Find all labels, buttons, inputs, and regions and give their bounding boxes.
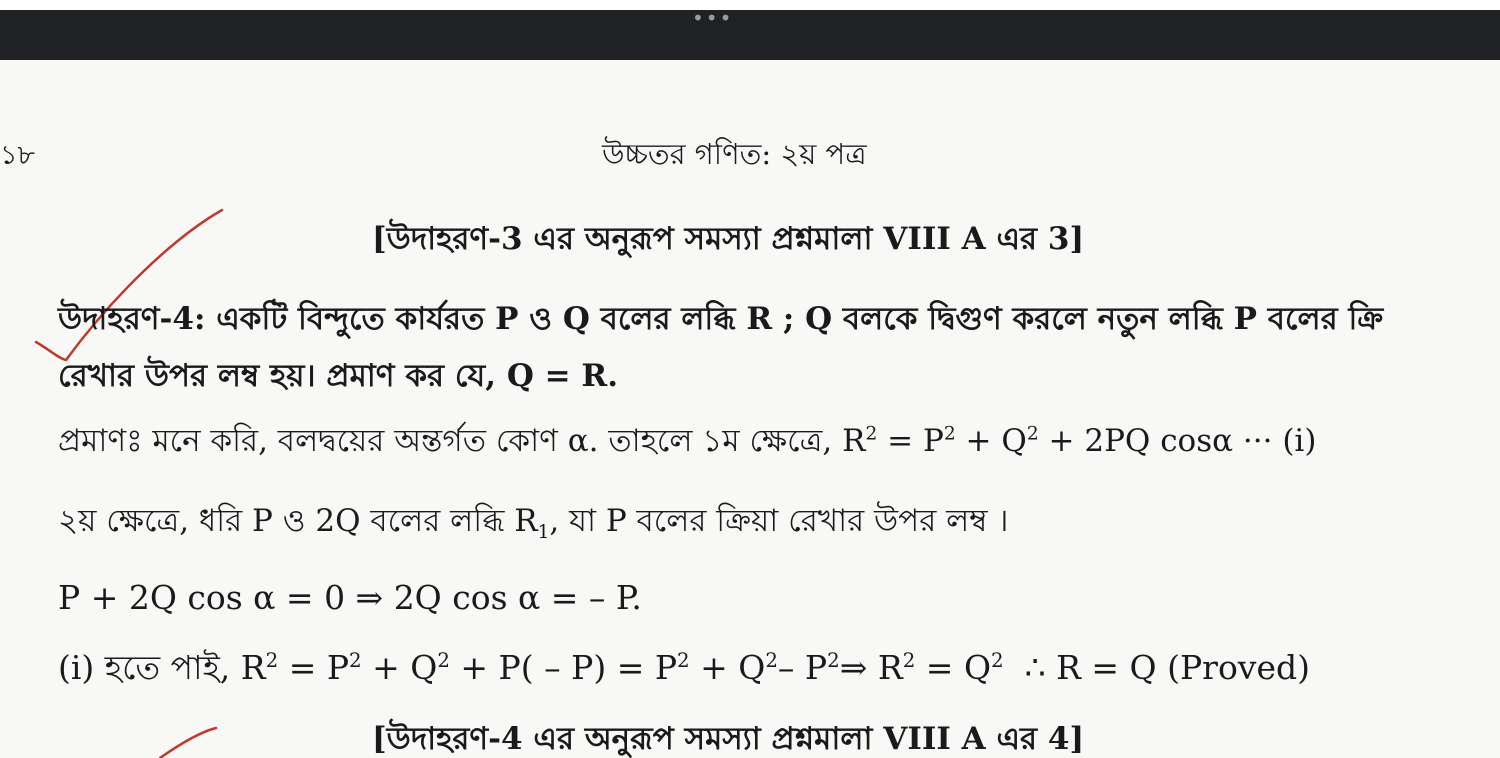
reference-line-1: [উদাহরণ-3 এর অনুরূপ সমস্যা প্রশ্নমালা VIII A এর 3]	[372, 221, 1085, 257]
example-label: উদাহরণ-4:	[58, 301, 206, 337]
example-statement: একটি বিন্দুতে কার্যরত P ও Q বলের লব্ধি R ; Q বলকে দ্বিগুণ করলে নতুন লব্ধি P বলের ক্রি	[216, 301, 1384, 337]
equation-line-2: (i) হতে পাই, $R^2 = P^2 + Q^2 + P( - P) = P^2 + Q^2-$ $P^2\Rightarrow$ $R^2 = Q^2$ ∴ R = Q (Proved)	[58, 648, 1310, 687]
menu-dots-icon[interactable]: •••	[692, 6, 734, 30]
page-number: ১৮	[0, 140, 36, 171]
example-line-1	[58, 295, 1383, 347]
example-line-2: রেখার উপর লম্ব হয়। প্রমাণ কর যে, Q = R.	[58, 358, 618, 394]
reference-line-2: [উদাহরণ-4 এর অনুরূপ সমস্যা প্রশ্নমালা VIII A এর 4]	[372, 721, 1085, 757]
window-top-bar	[0, 6, 1500, 60]
page-header: উচ্চতর গণিত: ২য় পত্র	[602, 137, 867, 171]
equation-line-1: P + 2Q cos α = 0 ⇒ 2Q cos α = – P.	[58, 578, 642, 617]
top-strip	[0, 0, 1500, 10]
proof-line	[58, 417, 1316, 469]
proof-text: প্রমাণঃ মনে করি, বলদ্বয়ের অন্তর্গত কোণ α. তাহলে ১ম ক্ষেত্রে,	[58, 423, 833, 459]
proof-equation: $R^2 = P^2 + Q^2 + 2PQ$ cosα ··· (i)	[842, 423, 1317, 459]
book-page	[0, 60, 1500, 758]
case-two-line: ২য় ক্ষেত্রে, ধরি P ও 2Q বলের লব্ধি $R_1$, যা P বলের ক্রিয়া রেখার উপর লম্ব ।	[58, 503, 1009, 544]
